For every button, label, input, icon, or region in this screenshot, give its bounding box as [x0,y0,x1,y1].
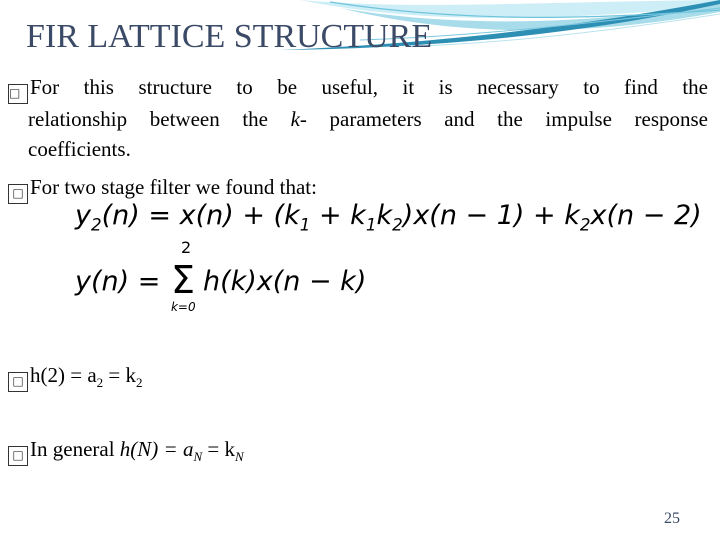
equation-two-stage [75,200,702,234]
bullet-4-prefix: In general [30,437,120,461]
eq2-lhs: y(n) = [75,266,169,297]
bullet-4 [8,434,244,472]
k-italic: k [290,107,300,131]
sigma-icon: Σ [170,258,195,302]
bullet-box-icon: □ [8,372,28,392]
equation-convolution-sum [75,238,367,316]
eq1-part-c: k [376,200,393,231]
bullet-4-expr-a: h(N) = a [119,437,194,461]
eq1-sub-k1b: 1 [365,214,377,235]
eq1-part-b: + k [310,200,366,231]
eq1-part-a: (n) = x(n) + (k [101,200,300,231]
bullet-1-line-1: For this structure to be useful, it is necessary to find the [30,75,708,99]
bullet-box-icon: □ [8,84,28,104]
bullet-3-sub-a: 2 [96,375,104,391]
bullet-4-sub-a: N [193,449,203,465]
bullet-3-mid: = k [103,363,137,387]
bullet-box-icon: □ [8,446,28,466]
bullet-3-sub-k: 2 [136,375,143,391]
bullet-1-line-2-prefix: relationship between the [28,107,291,131]
sum-lower-limit: k=0 [170,300,196,314]
page-number: 25 [664,510,680,527]
bullet-1 [8,72,708,164]
bullet-2-text: For two stage filter we found that: [30,175,317,199]
eq1-part-d: )x(n − 1) + k [402,200,580,231]
slide-title: FIR LATTICE STRUCTURE [26,18,433,55]
bullet-3 [8,360,143,398]
eq2-rhs: h(k)x(n − k) [202,266,367,297]
eq1-sub-k1: 1 [299,214,311,235]
bullet-4-sub-k: N [235,449,244,465]
eq1-sub-k2b: 2 [579,214,591,235]
sum-upper-limit: 2 [180,238,192,257]
eq1-part-e: x(n − 2) [590,200,702,231]
eq1-sub-k2: 2 [392,214,403,235]
eq1-lhs: y [75,200,91,231]
bullet-3-prefix: h(2) = a [30,363,97,387]
eq1-lhs-sub: 2 [90,214,102,235]
bullet-box-icon: □ [8,184,28,204]
summation-symbol [169,238,203,316]
bullet-4-expr-b: = k [202,437,235,461]
bullet-1-line-2-suffix: - parameters and the impulse response [299,107,709,131]
bullet-1-line-3: coefficients. [28,137,131,161]
